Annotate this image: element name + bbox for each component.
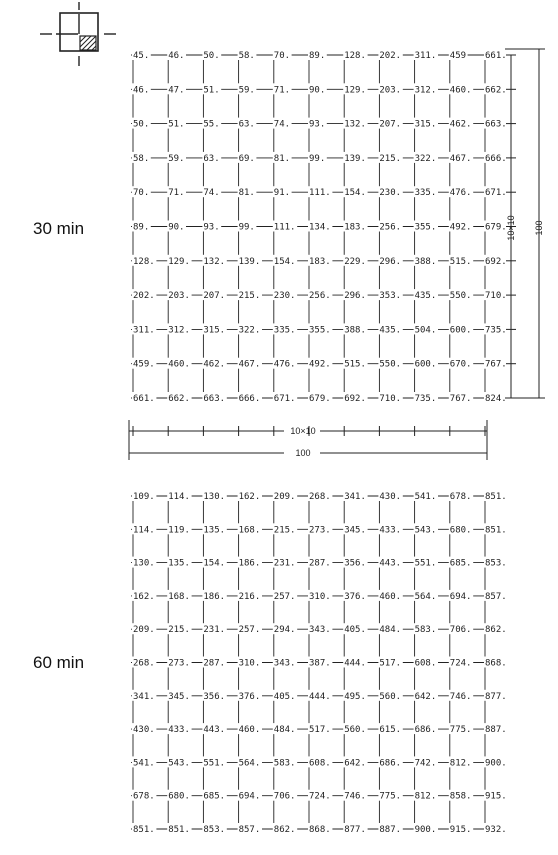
- grid60-cell-value: 812.: [414, 791, 437, 802]
- section-label-30min: 30 min: [33, 219, 85, 238]
- grid60-cell-value: 608.: [414, 658, 437, 669]
- grid30-cell-value: 662.: [485, 85, 507, 96]
- grid30-cell-value: 735.: [414, 394, 437, 404]
- grid60-cell-value: 877.: [344, 825, 366, 835]
- grid30-cell-value: 355.: [309, 325, 331, 336]
- grid60-cell-value: 443.: [203, 725, 226, 736]
- grid60-cell-value: 915.: [485, 791, 507, 802]
- grid30-cell-value: 767.: [449, 394, 472, 404]
- grid30-cell-value: 203.: [168, 291, 190, 302]
- grid30-cell-value: 515.: [449, 256, 472, 267]
- grid60-cell-value: 564.: [238, 758, 261, 769]
- grid30-cell-value: 91.: [273, 188, 291, 199]
- grid30-cell-value: 81.: [238, 188, 255, 199]
- grid30-cell-value: 662.: [168, 394, 190, 404]
- grid60-cell-value: 887.: [485, 725, 507, 736]
- grid30-cell-value: 504.: [414, 325, 437, 336]
- grid60-cell-value: 186.: [203, 591, 226, 602]
- grid60-cell-value: 724.: [449, 658, 472, 669]
- grid30-cell-value: 462.: [203, 359, 226, 370]
- grid60-cell-value: 287.: [203, 658, 226, 669]
- grid60-cell-value: 168.: [168, 591, 190, 602]
- grid30-cell-value: 90.: [168, 222, 185, 233]
- grid60-cell-value: 109.: [133, 492, 155, 502]
- grid30-cell-value: 74.: [273, 119, 291, 130]
- grid60-cell-value: 130.: [203, 492, 226, 502]
- grid30-cell-value: 128.: [133, 256, 155, 267]
- grid60-cell-value: 444.: [344, 658, 366, 669]
- grid60-cell-value: 209.: [273, 492, 296, 502]
- grid30-cell-value: 45.: [133, 51, 150, 61]
- grid30-cell-value: 460.: [168, 359, 190, 370]
- grid60-cell-value: 543.: [414, 525, 437, 536]
- grid30-cell-value: 46.: [168, 51, 185, 61]
- grid60-cell-value: 857.: [485, 591, 507, 602]
- grid60-cell-value: 162.: [133, 591, 155, 602]
- grid60-cell-value: 564.: [414, 591, 437, 602]
- grid30-cell-value: 207.: [203, 291, 226, 302]
- grid30-cell-value: 666.: [238, 394, 261, 404]
- grid30-cell-value: 710.: [485, 291, 507, 302]
- grid60-cell-value: 268.: [133, 658, 155, 669]
- grid30-cell-value: 229.: [344, 256, 366, 267]
- grid60-cell-value: 273.: [309, 525, 331, 536]
- grid30-cell-value: 315.: [203, 325, 226, 336]
- grid30-cell-value: 335.: [414, 188, 437, 199]
- grid60-cell-value: 900.: [414, 825, 437, 835]
- grid30-cell-value: 90.: [309, 85, 326, 96]
- grid30-cell-value: 93.: [203, 222, 220, 233]
- grid60-cell-value: 551.: [414, 558, 437, 569]
- grid30-cell-value: 230.: [273, 291, 296, 302]
- keyplan-icon: [40, 2, 116, 66]
- grid30-cell-value: 215.: [379, 153, 402, 164]
- grid30-cell-value: 69.: [238, 153, 255, 164]
- grid30-cell-value: 467.: [449, 153, 472, 164]
- grid60-cell-value: 853.: [203, 825, 226, 835]
- grid60-cell-value: 868.: [485, 658, 507, 669]
- grid60-cell-value: 257.: [238, 625, 261, 636]
- grid60-cell-value: 430.: [133, 725, 155, 736]
- grid30-cell-value: 671.: [273, 394, 296, 404]
- grid60-cell-value: 356.: [203, 691, 226, 702]
- grid30-cell-value: 129.: [168, 256, 190, 267]
- grid30-cell-value: 550.: [449, 291, 472, 302]
- grid30-cell-value: 256.: [309, 291, 331, 302]
- grid60-cell-value: 135.: [203, 525, 226, 536]
- grid60-cell-value: 560.: [344, 725, 366, 736]
- grid60-cell-value: 135.: [168, 558, 190, 569]
- grid60-cell-value: 119.: [168, 525, 190, 536]
- grid60-cell-value: 405.: [273, 691, 296, 702]
- grid60-cell-value: 231.: [273, 558, 296, 569]
- grid60-cell-value: 341.: [344, 492, 366, 502]
- grid60-cell-value: 343.: [309, 625, 331, 636]
- grid30-cell-value: 93.: [309, 119, 326, 130]
- grid60-cell-value: 114.: [168, 492, 190, 502]
- grid30-cell-value: 51.: [168, 119, 185, 130]
- grid60-cell-value: 775.: [449, 725, 472, 736]
- grid60-cell-value: 162.: [238, 492, 261, 502]
- grid60-cell-value: 706.: [273, 791, 296, 802]
- horizontal-dimension: [129, 420, 487, 460]
- grid60-cell-value: 154.: [203, 558, 226, 569]
- grid60-cell-value: 460.: [238, 725, 261, 736]
- grid30-cell-value: 315.: [414, 119, 437, 130]
- grid30-cell-value: 128.: [344, 51, 366, 61]
- grid60-cell-value: 812.: [449, 758, 472, 769]
- grid30-cell-value: 111.: [273, 222, 296, 233]
- grid30-cell-value: 207.: [379, 119, 402, 130]
- grid60-cell-value: 405.: [344, 625, 366, 636]
- grid60-cell-value: 887.: [379, 825, 402, 835]
- grid30-cell-value: 230.: [379, 188, 402, 199]
- grid60-cell-value: 915.: [449, 825, 472, 835]
- grid60-cell-value: 694.: [449, 591, 472, 602]
- grid30-cell-value: 58.: [133, 153, 150, 164]
- horizontal-total-label: 100: [295, 448, 311, 458]
- grid60-cell-value: 517.: [309, 725, 331, 736]
- grid30-cell-value: 202.: [379, 51, 402, 61]
- grid60-cell-value: 273.: [168, 658, 190, 669]
- grid60-cell-value: 215.: [168, 625, 190, 636]
- grid60-cell-value: 685.: [449, 558, 472, 569]
- grid60-cell-value: 678.: [449, 492, 472, 502]
- grid60-cell-value: 851.: [485, 525, 507, 536]
- grid60-cell-value: 345.: [344, 525, 366, 536]
- grid30-cell-value: 322.: [238, 325, 261, 336]
- grid30-cell-value: 59.: [168, 153, 185, 164]
- grid60-cell-value: 430.: [379, 492, 402, 502]
- grid30-cell-value: 47.: [168, 85, 185, 96]
- grid60-cell-value: 215.: [273, 525, 296, 536]
- grid60-cell-value: 310.: [238, 658, 261, 669]
- grid30-cell-value: 435.: [379, 325, 402, 336]
- grid30-cell-value: 388.: [414, 256, 437, 267]
- grid30-cell-value: 335.: [273, 325, 296, 336]
- grid60-cell-value: 694.: [238, 791, 261, 802]
- grid30-cell-value: 460.: [449, 85, 472, 96]
- grid60-cell-value: 706.: [449, 625, 472, 636]
- grid30-cell-value: 600.: [449, 325, 472, 336]
- grid60-cell-value: 356.: [344, 558, 366, 569]
- grid60-cell-value: 583.: [414, 625, 437, 636]
- grid30-cell-value: 670.: [449, 359, 472, 370]
- grid60-cell-value: 495.: [344, 691, 366, 702]
- grid60-cell-value: 484.: [379, 625, 402, 636]
- grid60-cell-value: 444.: [309, 691, 331, 702]
- grid30-cell-value: 63.: [203, 153, 220, 164]
- grid30-cell-value: 353.: [379, 291, 402, 302]
- grid30-cell-value: 139.: [238, 256, 261, 267]
- grid60-cell-value: 130.: [133, 558, 155, 569]
- grid60-cell-value: 853.: [485, 558, 507, 569]
- grid30-cell-value: 55.: [203, 119, 220, 130]
- grid60-cell-value: 678.: [133, 791, 155, 802]
- grid30-cell-value: 74.: [203, 188, 220, 199]
- grid30-cell-value: 111.: [309, 188, 331, 199]
- grid60-cell-value: 877.: [485, 691, 507, 702]
- grid30-cell-value: 692.: [485, 256, 507, 267]
- grid60-cell-value: 862.: [273, 825, 296, 835]
- grid60-cell-value: 583.: [273, 758, 296, 769]
- grid60-cell-value: 932.: [485, 825, 507, 835]
- grid60-cell-value: 231.: [203, 625, 226, 636]
- grid60-cell-value: 560.: [379, 691, 402, 702]
- grid30-cell-value: 154.: [344, 188, 366, 199]
- grid30-cell-value: 663.: [485, 119, 507, 130]
- grid60-cell-value: 287.: [309, 558, 331, 569]
- grid60-cell-value: 517.: [379, 658, 402, 669]
- grid30-cell-value: 692.: [344, 394, 366, 404]
- grid30-cell-value: 50.: [203, 51, 220, 61]
- grid60-cell-value: 186.: [238, 558, 261, 569]
- grid30-cell-value: 735.: [485, 325, 507, 336]
- grid60-cell-value: 345.: [168, 691, 190, 702]
- grid60-cell-value: 341.: [133, 691, 155, 702]
- grid30-cell-value: 824.: [485, 394, 507, 404]
- grid30-cell-value: 202.: [133, 291, 155, 302]
- grid30-cell-value: 99.: [309, 153, 326, 164]
- grid60-cell-value: 209.: [133, 625, 155, 636]
- grid30-cell-value: 388.: [344, 325, 366, 336]
- grid60-cell-value: 433.: [379, 525, 402, 536]
- grid30-cell-value: 312.: [414, 85, 437, 96]
- grid30-cell-value: 492.: [309, 359, 331, 370]
- grid30-cell-value: 139.: [344, 153, 366, 164]
- cells-60min: [132, 490, 508, 835]
- grid60-cell-value: 686.: [379, 758, 402, 769]
- grid60-cell-value: 541.: [133, 758, 155, 769]
- grid30-cell-value: 99.: [238, 222, 255, 233]
- grid30-cell-value: 459: [449, 51, 467, 61]
- grid30-cell-value: 50.: [133, 119, 150, 130]
- grid30-cell-value: 81.: [273, 153, 291, 164]
- grid30-cell-value: 492.: [449, 222, 472, 233]
- grid60-cell-value: 460.: [379, 591, 402, 602]
- grid60-cell-value: 608.: [309, 758, 331, 769]
- grid30-cell-value: 661.: [133, 394, 155, 404]
- grid30-cell-value: 666.: [485, 153, 507, 164]
- grid30-cell-value: 63.: [238, 119, 255, 130]
- grid30-cell-value: 70.: [273, 51, 291, 61]
- grid30-cell-value: 600.: [414, 359, 437, 370]
- vertical-total-label: 100: [534, 220, 544, 236]
- grid30-cell-value: 46.: [133, 85, 150, 96]
- grid30-cell-value: 89.: [133, 222, 150, 233]
- grid30-cell-value: 70.: [133, 188, 150, 199]
- grid60-cell-value: 685.: [203, 791, 226, 802]
- grid30-cell-value: 550.: [379, 359, 402, 370]
- grid30-cell-value: 58.: [238, 51, 255, 61]
- grid60-cell-value: 387.: [309, 658, 331, 669]
- grid30-cell-value: 59.: [238, 85, 255, 96]
- grid60-cell-value: 900.: [485, 758, 507, 769]
- grid60-cell-value: 851.: [168, 825, 190, 835]
- grid30-cell-value: 435.: [414, 291, 437, 302]
- grid60-cell-value: 642.: [344, 758, 366, 769]
- grid60-cell-value: 680.: [168, 791, 190, 802]
- grid60-cell-value: 168.: [238, 525, 261, 536]
- grid60-cell-value: 376.: [238, 691, 261, 702]
- grid30-cell-value: 71.: [273, 85, 291, 96]
- grid60-cell-value: 680.: [449, 525, 472, 536]
- grid30-cell-value: 661.: [485, 51, 507, 61]
- grid60-cell-value: 294.: [273, 625, 296, 636]
- grid60-cell-value: 724.: [309, 791, 331, 802]
- grid30-cell-value: 710.: [379, 394, 402, 404]
- grid30-cell-value: 311.: [414, 51, 437, 61]
- grid60-cell-value: 268.: [309, 492, 331, 502]
- grid60-cell-value: 857.: [238, 825, 261, 835]
- grid30-cell-value: 51.: [203, 85, 220, 96]
- vertical-dimension: [505, 49, 545, 398]
- grid30-cell-value: 296.: [344, 291, 366, 302]
- grid30-cell-value: 679.: [309, 394, 331, 404]
- grid60-cell-value: 433.: [168, 725, 190, 736]
- grid30-cell-value: 459.: [133, 359, 155, 370]
- grid30-cell-value: 183.: [309, 256, 331, 267]
- grid60-cell-value: 114.: [133, 525, 155, 536]
- grid30-cell-value: 476.: [449, 188, 472, 199]
- grid60-cell-value: 868.: [309, 825, 331, 835]
- grid30-cell-value: 355.: [414, 222, 437, 233]
- grid60-cell-value: 376.: [344, 591, 366, 602]
- grid30-cell-value: 296.: [379, 256, 402, 267]
- grid30-cell-value: 256.: [379, 222, 402, 233]
- grid30-cell-value: 132.: [203, 256, 226, 267]
- grid60-cell-value: 851.: [485, 492, 507, 502]
- vertical-grid-label: 10×10: [506, 215, 516, 241]
- grid60-cell-value: 642.: [414, 691, 437, 702]
- grid60-cell-value: 851.: [133, 825, 155, 835]
- grid30-cell-value: 129.: [344, 85, 366, 96]
- grid30-cell-value: 71.: [168, 188, 185, 199]
- grid60-cell-value: 686.: [414, 725, 437, 736]
- grid60-cell-value: 742.: [414, 758, 437, 769]
- grid60-cell-value: 746.: [449, 691, 472, 702]
- grid30-cell-value: 215.: [238, 291, 261, 302]
- grid30-cell-value: 462.: [449, 119, 472, 130]
- grid30-cell-value: 311.: [133, 325, 155, 336]
- grid30-cell-value: 154.: [273, 256, 296, 267]
- grid30-cell-value: 671.: [485, 188, 507, 199]
- grid60-cell-value: 216.: [238, 591, 261, 602]
- grid60-cell-value: 257.: [273, 591, 296, 602]
- grid60-cell-value: 343.: [273, 658, 296, 669]
- keyplan-hatch-lines: [80, 36, 96, 50]
- grid60-cell-value: 775.: [379, 791, 402, 802]
- grid60-cell-value: 862.: [485, 625, 507, 636]
- grid60-cell-value: 746.: [344, 791, 366, 802]
- grid30-cell-value: 203.: [379, 85, 402, 96]
- grid60-cell-value: 310.: [309, 591, 331, 602]
- grid30-cell-value: 312.: [168, 325, 190, 336]
- grid60-cell-value: 541.: [414, 492, 437, 502]
- grid30-cell-value: 322.: [414, 153, 437, 164]
- grid30-cell-value: 89.: [309, 51, 326, 61]
- grid30-cell-value: 134.: [309, 222, 331, 233]
- grid60-cell-value: 543.: [168, 758, 190, 769]
- grid30-cell-value: 663.: [203, 394, 226, 404]
- grid30-cell-value: 767.: [485, 359, 507, 370]
- grid60-cell-value: 615.: [379, 725, 402, 736]
- grid30-cell-value: 132.: [344, 119, 366, 130]
- grid30-cell-value: 476.: [273, 359, 296, 370]
- grid60-cell-value: 858.: [449, 791, 472, 802]
- grid60-cell-value: 443.: [379, 558, 402, 569]
- grid30-cell-value: 183.: [344, 222, 366, 233]
- grid30-cell-value: 679.: [485, 222, 507, 233]
- grid60-cell-value: 484.: [273, 725, 296, 736]
- grid30-cell-value: 515.: [344, 359, 366, 370]
- grid30-cell-value: 467.: [238, 359, 261, 370]
- grid60-cell-value: 551.: [203, 758, 226, 769]
- horizontal-grid-label: 10×10: [290, 426, 316, 436]
- section-label-60min: 60 min: [33, 653, 85, 672]
